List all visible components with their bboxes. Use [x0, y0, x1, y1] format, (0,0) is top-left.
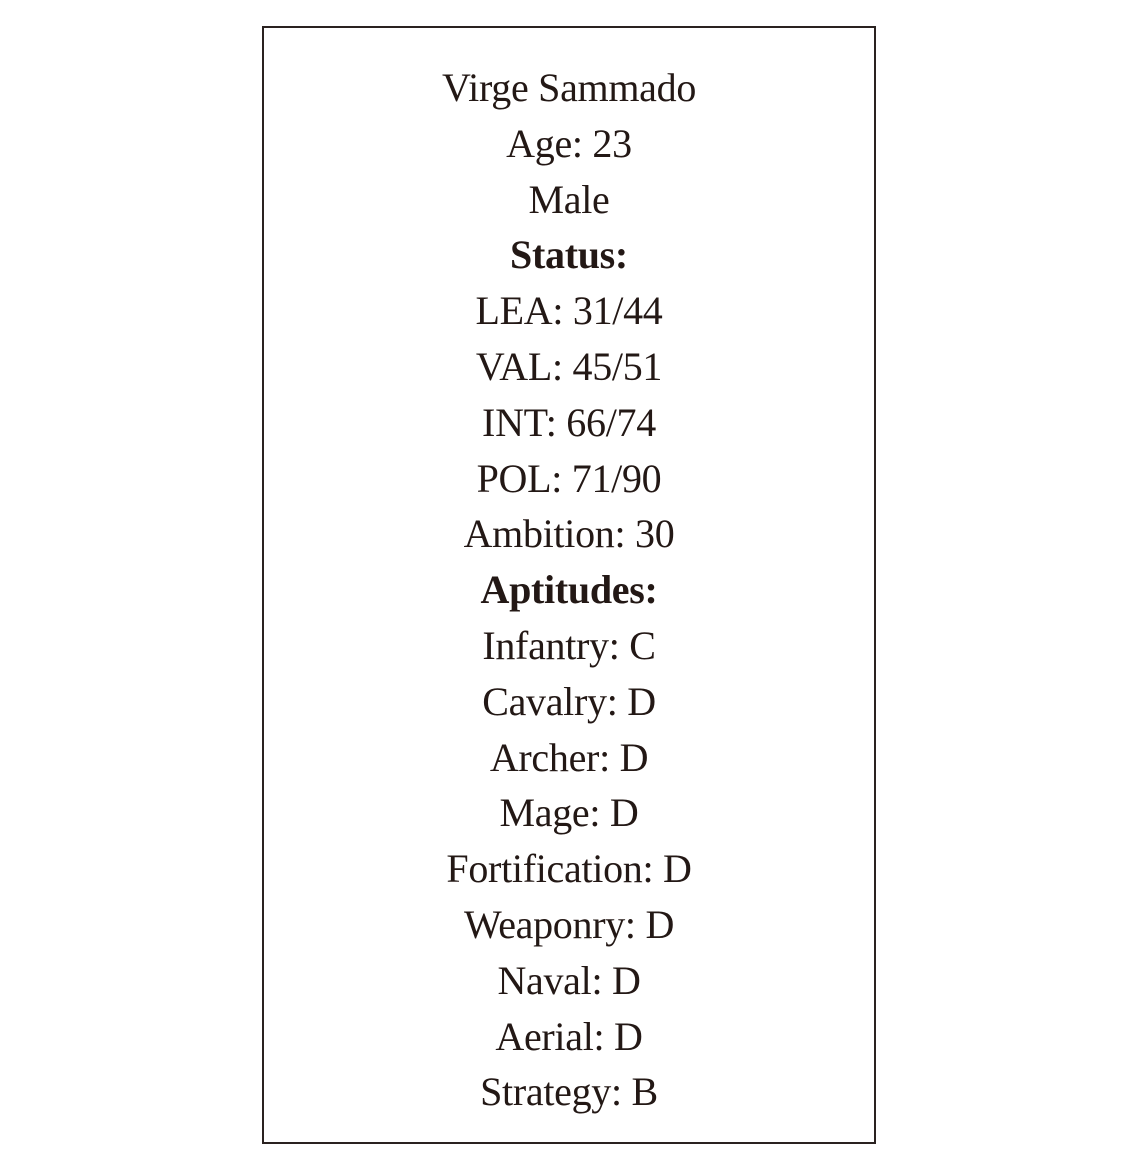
- character-gender: Male: [528, 176, 610, 222]
- stat-val: VAL: 45/51: [475, 343, 663, 389]
- character-sheet: [264, 60, 874, 1120]
- aptitude-naval: Naval: D: [497, 957, 641, 1003]
- stat-pol: POL: 71/90: [476, 455, 662, 501]
- stat-ambition: Ambition: 30: [463, 511, 675, 557]
- aptitudes-heading: Aptitudes:: [480, 567, 658, 613]
- aptitude-infantry: Infantry: C: [482, 622, 656, 668]
- character-age: Age: 23: [506, 120, 632, 166]
- status-heading: Status:: [510, 232, 628, 278]
- aptitude-weaponry: Weaponry: D: [463, 901, 675, 947]
- character-name: Virge Sammado: [441, 65, 697, 110]
- stat-int: INT: 66/74: [482, 399, 656, 445]
- stat-lea: LEA: 31/44: [475, 288, 663, 334]
- aptitude-strategy: Strategy: B: [480, 1069, 658, 1115]
- aptitude-archer: Archer: D: [489, 734, 649, 780]
- aptitude-aerial: Aerial: D: [495, 1013, 643, 1059]
- character-status-card: [262, 26, 876, 1144]
- aptitude-fortification: Fortification: D: [446, 846, 692, 892]
- aptitude-mage: Mage: D: [499, 790, 639, 836]
- aptitude-cavalry: Cavalry: D: [482, 678, 656, 724]
